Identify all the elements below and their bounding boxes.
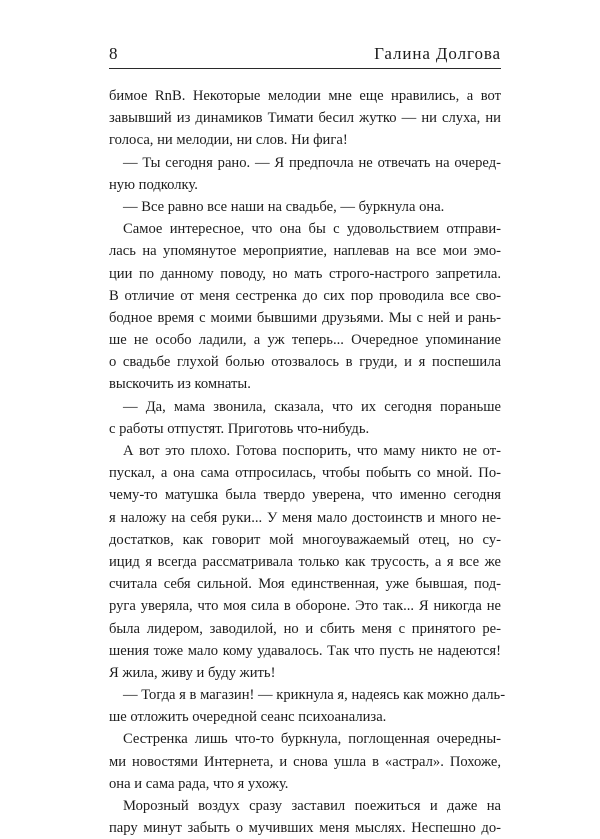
- text-line: ми новостями Интернета, и снова ушла в «астрал». Похоже,: [109, 753, 501, 770]
- text-line: ную подколку.: [109, 176, 198, 193]
- text-line: ше отложить очередной сеанс психоанализа.: [109, 709, 387, 726]
- text-line: — Ты сегодня рано. — Я предпочла не отвечать на очеред-: [123, 154, 501, 171]
- text-line: выскочить из комнаты.: [109, 376, 251, 393]
- running-title: Галина Долгова: [374, 44, 501, 63]
- text-line: ше не особо ладили, а уж теперь... Очередное упоминание: [109, 332, 501, 349]
- text-line: она и сама рада, что я ухожу.: [109, 775, 289, 792]
- text-line: голоса, ни мелодии, ни слов. Ни фига!: [109, 132, 348, 149]
- text-line: В отличие от меня сестренка до сих пор проводила все сво-: [109, 287, 501, 304]
- text-line: ции по данному поводу, но мать строго-настрого запретила.: [109, 265, 501, 282]
- text-line: пару минут забыть о мучивших меня мыслях. Неспешно до-: [109, 820, 501, 837]
- text-line: Сестренка лишь что-то буркнула, поглощенная очередны-: [123, 731, 501, 748]
- page-header: [109, 44, 501, 69]
- text-line: шения тоже мало кому удавалось. Так что пусть не надеются!: [109, 642, 501, 659]
- text-line: А вот это плохо. Готова поспорить, что маму никто не от-: [123, 443, 501, 459]
- text-line: пускал, а она сама отпросилась, чтобы побыть со мной. По-: [109, 465, 501, 482]
- text-line: я наложу на себя руки... У меня мало достоинств и много не-: [109, 509, 501, 526]
- text-line: ицид я всегда рассматривала только как трусость, а я все же: [109, 553, 501, 570]
- text-line: бодное время с моими бывшими друзьями. Мы с ней и рань-: [109, 309, 501, 326]
- text-line: — Тогда я в магазин! — крикнула я, надеясь как можно даль-: [123, 687, 506, 704]
- text-line: — Все равно все наши на свадьбе, — буркнула она.: [123, 198, 445, 215]
- text-line: с работы отпустят. Приготовь что-нибудь.: [109, 420, 370, 437]
- text-line: — Да, мама звонила, сказала, что их сегодня пораньше: [123, 398, 501, 415]
- page-number: 8: [109, 44, 118, 63]
- text-line: бимое RnB. Некоторые мелодии мне еще нравились, а вот: [109, 88, 501, 104]
- text-line: достатков, как говорит мой многоуважаемый отец, но су-: [109, 531, 501, 548]
- text-line: считала себя сильной. Моя единственная, уже бывшая, под-: [109, 576, 501, 593]
- text-line: Морозный воздух сразу заставил поежиться и даже на: [123, 798, 501, 814]
- text-line: Самое интересное, что она бы с удовольствием отправи-: [123, 221, 501, 238]
- text-line: о свадьбе глухой болью отозвалось в груди, и я поспешила: [109, 354, 501, 371]
- text-line: завывший из динамиков Тимати бесил жутко — ни слуха, ни: [109, 110, 501, 127]
- text-line: лась на упомянутое мероприятие, наплевав на все мои эмо-: [109, 243, 501, 260]
- text-line: была лидером, заводилой, но и сбить меня с принятого ре-: [109, 620, 501, 637]
- text-line: руга уверяла, что моя сила в обороне. Это так... Я никогда не: [109, 598, 501, 615]
- text-line: чему-то матушка была твердо уверена, что именно сегодня: [109, 487, 501, 504]
- body-text: [109, 85, 506, 839]
- text-line: Я жила, живу и буду жить!: [109, 664, 276, 681]
